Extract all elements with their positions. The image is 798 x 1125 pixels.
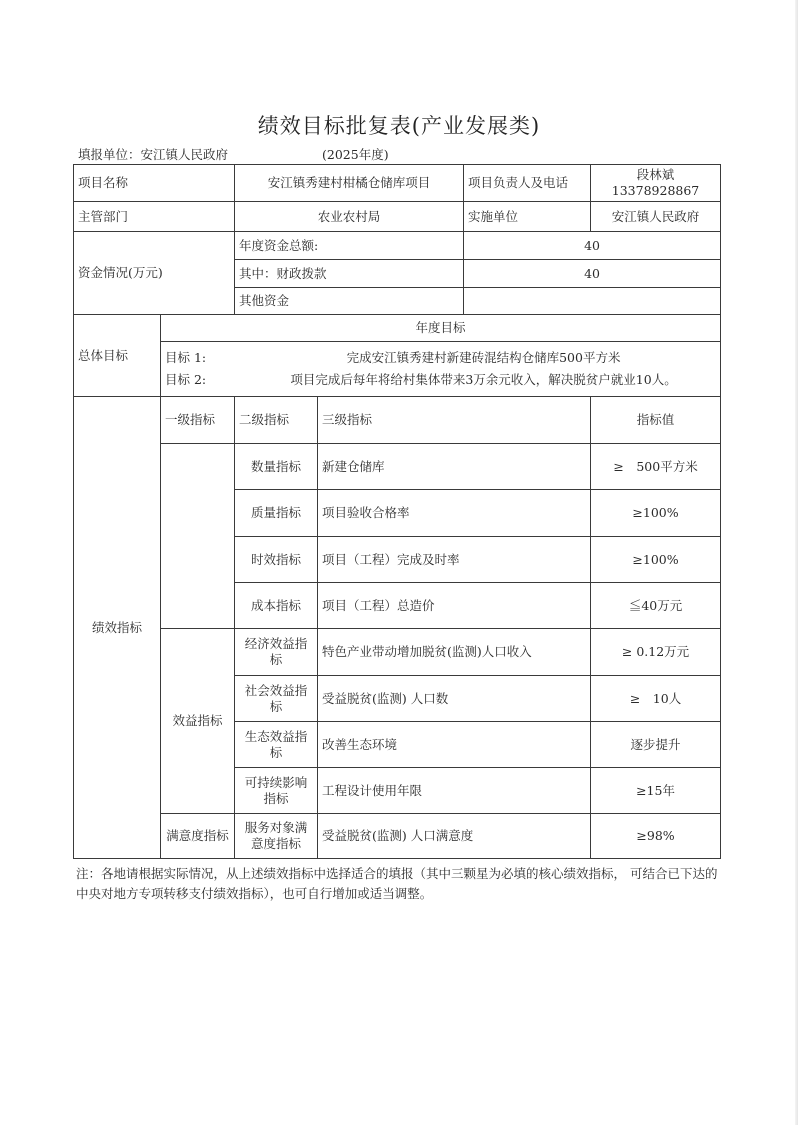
project-name-value: 安江镇秀建村柑橘仓储库项目 <box>235 165 464 202</box>
level3-cell: 受益脱贫(监测) 人口满意度 <box>318 814 591 859</box>
value-cell: ≥100% <box>591 490 721 537</box>
funds-fiscal-value: 40 <box>464 260 721 288</box>
level3-cell: 工程设计使用年限 <box>318 768 591 814</box>
project-owner-value: 段林斌13378928867 <box>591 165 721 202</box>
funds-total-label: 年度资金总额: <box>235 232 464 260</box>
annual-goal-header: 年度目标 <box>161 315 721 342</box>
value-cell: ≥ 500平方米 <box>591 444 721 490</box>
funds-fiscal-label: 其中：财政拨款 <box>235 260 464 288</box>
overall-goal-content-row <box>74 342 721 397</box>
department-label: 主管部门 <box>74 202 235 232</box>
indicator-value-header: 指标值 <box>591 397 721 444</box>
level3-header: 三级指标 <box>318 397 591 444</box>
funds-other-value <box>464 288 721 315</box>
project-name-label: 项目名称 <box>74 165 235 202</box>
goal-text: 完成安江镇秀建村新建砖混结构仓储库500平方米 <box>346 350 621 365</box>
value-cell: 逐步提升 <box>591 722 721 768</box>
project-owner-label: 项目负责人及电话 <box>464 165 591 202</box>
level2-header: 二级指标 <box>235 397 318 444</box>
level2-cell: 社会效益指标 <box>235 676 318 722</box>
goal-key: 目标 1: <box>165 350 207 365</box>
level3-cell: 受益脱贫(监测) 人口数 <box>318 676 591 722</box>
level2-cell: 服务对象满意度指标 <box>235 814 318 859</box>
level1-cell <box>161 444 235 629</box>
page-title: 绩效目标批复表(产业发展类) <box>257 114 541 138</box>
level2-cell: 成本指标 <box>235 583 318 629</box>
overall-goal-label: 总体目标 <box>74 315 161 397</box>
implementing-unit-value: 安江镇人民政府 <box>591 202 721 232</box>
level3-cell: 项目验收合格率 <box>318 490 591 537</box>
funds-label: 资金情况(万元) <box>74 232 235 315</box>
overall-goal-header-row <box>74 315 721 342</box>
funds-row <box>74 232 721 260</box>
level2-cell: 数量指标 <box>235 444 318 490</box>
table-row <box>74 814 721 859</box>
fiscal-year: (2025年度) <box>322 147 389 162</box>
funds-total-value: 40 <box>464 232 721 260</box>
value-cell: ≥ 0.12万元 <box>591 629 721 676</box>
performance-target-table <box>73 164 721 859</box>
department-value: 农业农村局 <box>235 202 464 232</box>
level1-cell: 效益指标 <box>161 629 235 814</box>
level1-cell: 满意度指标 <box>161 814 235 859</box>
table-row <box>74 629 721 676</box>
value-cell: ≥15年 <box>591 768 721 814</box>
department-row <box>74 202 721 232</box>
value-cell: ≥ 10人 <box>591 676 721 722</box>
goal-key: 目标 2: <box>165 372 207 387</box>
performance-indicator-label: 绩效指标 <box>74 397 161 859</box>
level2-cell: 可持续影响指标 <box>235 768 318 814</box>
goal-text: 项目完成后每年将给村集体带来3万余元收入，解决脱贫户就业10人。 <box>290 372 677 387</box>
level3-cell: 改善生态环境 <box>318 722 591 768</box>
level3-cell: 新建仓储库 <box>318 444 591 490</box>
level1-header: 一级指标 <box>161 397 235 444</box>
goal-item <box>165 350 716 366</box>
indicator-header-row <box>74 397 721 444</box>
filing-unit: 填报单位：安江镇人民政府 <box>78 147 229 162</box>
level2-cell: 质量指标 <box>235 490 318 537</box>
funds-other-label: 其他资金 <box>235 288 464 315</box>
level2-cell: 时效指标 <box>235 537 318 583</box>
value-cell: ≦40万元 <box>591 583 721 629</box>
level2-cell: 生态效益指标 <box>235 722 318 768</box>
project-name-row <box>74 165 721 202</box>
table-row <box>74 444 721 490</box>
value-cell: ≥100% <box>591 537 721 583</box>
level2-cell: 经济效益指标 <box>235 629 318 676</box>
level3-cell: 特色产业带动增加脱贫(监测)人口收入 <box>318 629 591 676</box>
implementing-unit-label: 实施单位 <box>464 202 591 232</box>
goal-item <box>165 372 716 388</box>
level3-cell: 项目（工程）完成及时率 <box>318 537 591 583</box>
footnote: 注：各地请根据实际情况，从上述绩效指标中选择适合的填报（其中三颗星为必填的核心绩效指标， 可结合已下达的中央对地方专项转移支付绩效指标），也可自行增加或适当调整。 <box>76 866 718 901</box>
value-cell: ≥98% <box>591 814 721 859</box>
level3-cell: 项目（工程）总造价 <box>318 583 591 629</box>
goals-cell <box>161 342 721 397</box>
